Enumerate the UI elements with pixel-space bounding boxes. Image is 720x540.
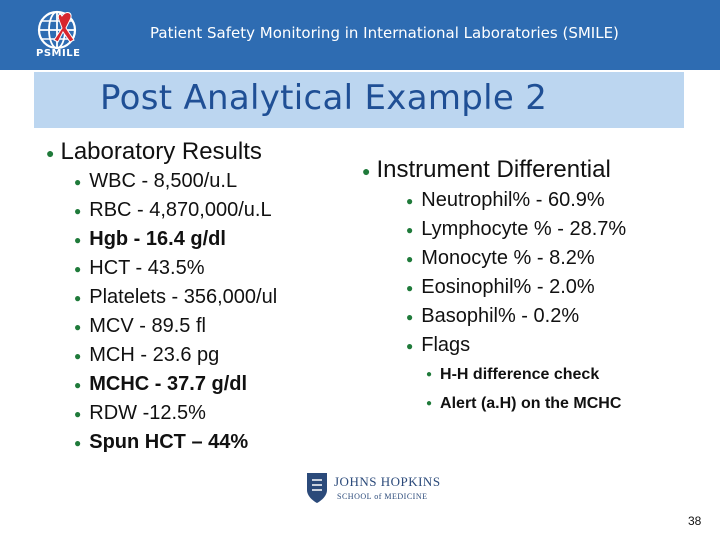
lab-result-text: WBC - 8,500/u.L: [89, 170, 238, 192]
jh-logo-line1: JOHNS HOPKINS: [334, 474, 441, 489]
lab-result-item: [74, 402, 206, 425]
bullet-icon: ●: [74, 377, 82, 392]
bullet-icon: ●: [74, 174, 82, 189]
bullet-icon: ●: [406, 222, 414, 237]
lab-result-text: MCV - 89.5 fl: [89, 315, 206, 337]
lab-result-item: [74, 315, 206, 338]
bullet-icon: ●: [426, 398, 433, 410]
bullet-icon: ●: [406, 251, 414, 266]
differential-item: [406, 218, 626, 241]
differential-text: Monocyte % - 8.2%: [421, 247, 595, 269]
lab-result-text: RBC - 4,870,000/u.L: [89, 199, 272, 221]
lab-result-item: [74, 228, 226, 251]
left-heading: ● Laboratory Results: [46, 138, 262, 165]
differential-text: Lymphocyte % - 28.7%: [421, 218, 627, 240]
lab-result-item: [74, 199, 272, 222]
bullet-icon: ●: [74, 406, 82, 421]
flag-item: [426, 395, 621, 413]
header-title: Patient Safety Monitoring in International Laboratories (SMILE): [150, 24, 619, 42]
differential-item: [406, 305, 579, 328]
bullet-icon: ●: [74, 232, 82, 247]
bullet-icon: ●: [74, 348, 82, 363]
bullet-icon: ●: [362, 162, 371, 179]
bullet-icon: ●: [74, 435, 82, 450]
flag-text: H-H difference check: [440, 366, 600, 383]
bullet-icon: ●: [74, 290, 82, 305]
bullet-icon: ●: [74, 319, 82, 334]
differential-text: Basophil% - 0.2%: [421, 305, 580, 327]
lab-result-text: Platelets - 356,000/ul: [89, 286, 278, 308]
lab-result-item: [74, 257, 204, 280]
differential-text: Flags: [421, 334, 471, 356]
bullet-icon: ●: [406, 309, 414, 324]
flag-text: Alert (a.H) on the MCHC: [440, 395, 622, 412]
logo-text: PSMILE: [36, 48, 81, 59]
differential-item: [406, 247, 595, 270]
lab-result-text: HCT - 43.5%: [89, 257, 205, 279]
lab-result-item: [74, 344, 219, 367]
bullet-icon: ●: [406, 193, 414, 208]
bullet-icon: ●: [74, 203, 82, 218]
lab-result-text: Spun HCT – 44%: [89, 431, 249, 453]
page-number: 38: [688, 514, 702, 528]
bullet-icon: ●: [426, 369, 433, 381]
bullet-icon: ●: [406, 338, 414, 353]
slide-title: Post Analytical Example 2: [100, 78, 548, 118]
lab-result-text: MCH - 23.6 pg: [89, 344, 220, 366]
bullet-icon: ●: [406, 280, 414, 295]
lab-result-text: RDW -12.5%: [89, 402, 206, 424]
lab-result-text: Hgb - 16.4 g/dl: [89, 228, 226, 250]
differential-text: Neutrophil% - 60.9%: [421, 189, 605, 211]
lab-result-item: [74, 286, 277, 309]
differential-item: [406, 334, 470, 357]
lab-result-item: [74, 431, 248, 454]
differential-item: [406, 276, 595, 299]
bullet-icon: ●: [74, 261, 82, 276]
differential-item: [406, 189, 605, 212]
lab-result-text: MCHC - 37.7 g/dl: [89, 373, 248, 395]
lab-result-item: [74, 170, 237, 193]
lab-result-item: [74, 373, 247, 396]
right-heading: ● Instrument Differential: [362, 156, 611, 183]
differential-text: Eosinophil% - 2.0%: [421, 276, 595, 298]
flag-item: [426, 366, 599, 384]
bullet-icon: ●: [46, 144, 55, 161]
jh-logo-line2: SCHOOL of MEDICINE: [337, 492, 428, 501]
